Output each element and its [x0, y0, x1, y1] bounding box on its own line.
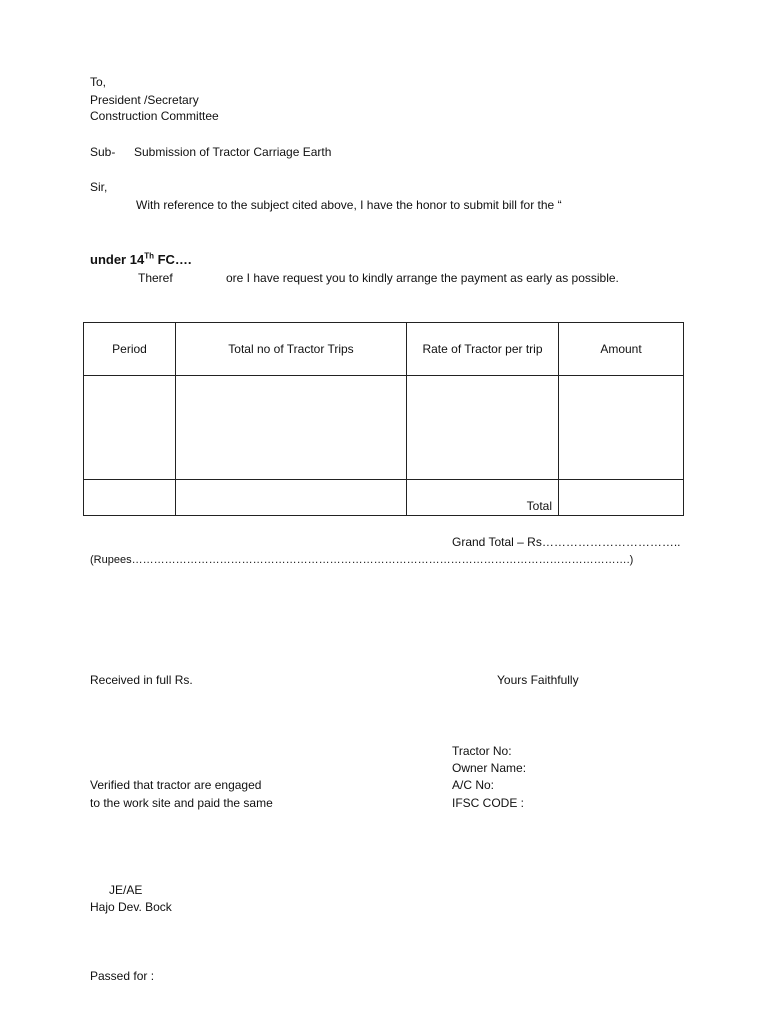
under-fc-superscript: Th [144, 251, 154, 261]
table-header-row [84, 323, 684, 376]
amount-cell [559, 376, 684, 480]
header-total-trips: Total no of Tractor Trips [176, 323, 407, 376]
bill-table [83, 322, 684, 516]
block-name: Hajo Dev. Bock [90, 900, 172, 914]
address-to: To, [90, 75, 107, 89]
verified-line-2: to the work site and paid the same [90, 796, 273, 810]
under-fc-suffix: FC…. [153, 252, 192, 267]
header-period: Period [84, 323, 176, 376]
period-cell [84, 376, 176, 480]
subject-label: Sub- [90, 145, 116, 159]
grand-total: Grand Total – Rs…………………………….. [452, 535, 681, 549]
total-amount-cell [559, 480, 684, 516]
trips-cell [176, 376, 407, 480]
body-paragraph-2-start: Theref [138, 271, 173, 285]
under-fc-line [90, 252, 192, 268]
table-total-row [84, 480, 684, 516]
yours-faithfully: Yours Faithfully [497, 673, 579, 687]
received-in-full: Received in full Rs. [90, 673, 193, 687]
account-no-field: A/C No: [452, 778, 495, 792]
body-paragraph-2-rest: ore I have request you to kindly arrange the payment as early as possible. [226, 271, 619, 285]
header-rate-per-trip: Rate of Tractor per trip [407, 323, 559, 376]
je-ae-signatory: JE/AE [109, 883, 143, 897]
verified-line-1: Verified that tractor are engaged [90, 778, 262, 792]
total-label: Total [407, 480, 559, 516]
address-line-1: President /Secretary [90, 93, 199, 107]
table-row [84, 376, 684, 480]
header-amount: Amount [559, 323, 684, 376]
subject-text: Submission of Tractor Carriage Earth [134, 145, 332, 159]
tractor-no-field: Tractor No: [452, 744, 512, 758]
address-line-2: Construction Committee [90, 109, 219, 123]
total-row-trips-cell [176, 480, 407, 516]
body-paragraph-1: With reference to the subject cited above, I have the honor to submit bill for the “ [136, 198, 562, 212]
rupees-in-words: (Rupees……………………………………………………………………………………………………………………….) [90, 554, 634, 566]
ifsc-code-field: IFSC CODE : [452, 796, 525, 810]
total-row-period-cell [84, 480, 176, 516]
passed-for: Passed for : [90, 969, 155, 983]
owner-name-field: Owner Name: [452, 761, 527, 775]
under-fc-prefix: under 14 [90, 252, 145, 267]
salutation: Sir, [90, 180, 108, 194]
rate-cell [407, 376, 559, 480]
